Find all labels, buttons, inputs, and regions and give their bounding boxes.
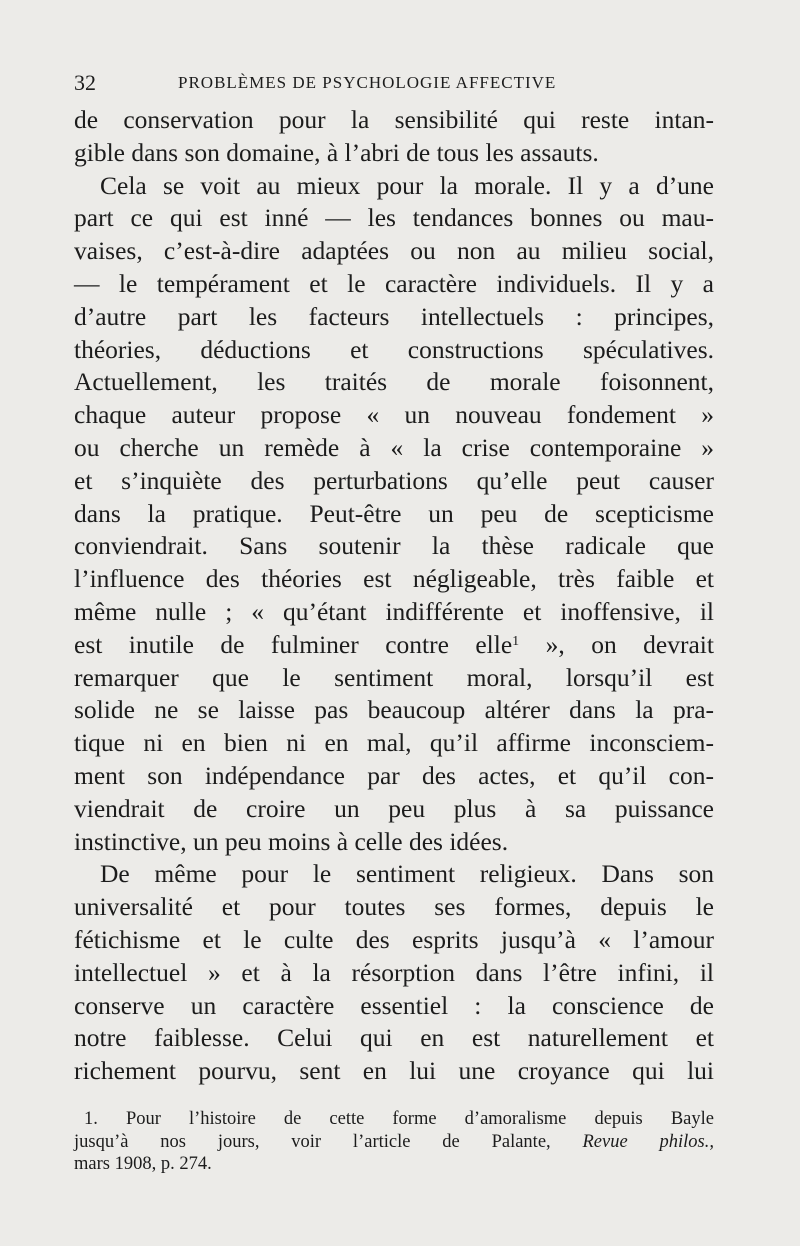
text-line: théories, déductions et constructions spéculatives. [74, 334, 714, 364]
running-title: PROBLÈMES DE PSYCHOLOGIE AFFECTIVE [178, 73, 557, 92]
footnote-reference: 1 [512, 633, 520, 649]
journal-title: Revue philos., [582, 1131, 714, 1152]
text-line: richement pourvu, sent en lui une croyance qui lui [74, 1056, 714, 1086]
text-line: l’influence des théories est négligeable, très faible et [74, 564, 714, 594]
line-end: », on devrait [519, 629, 714, 659]
text-line: dans la pratique. Peut-être un peu de scepticisme [74, 498, 714, 528]
footnote-line: mars 1908, p. 274. [74, 1154, 212, 1174]
text-line: d’autre part les facteurs intellectuels : principes, [74, 301, 714, 331]
footnote-line: 1. Pour l’histoire de cette forme d’amoralisme depuis Bayle [84, 1109, 714, 1129]
text-line: vaises, c’est-à-dire adaptées ou non au milieu social, [74, 236, 714, 266]
text-line: même nulle ; « qu’étant indifférente et inoffensive, il [74, 596, 714, 626]
body-text [74, 104, 714, 1088]
text-line: conviendrait. Sans soutenir la thèse radicale que [74, 531, 714, 561]
text-line: — le tempérament et le caractère individuels. Il y a [74, 268, 714, 298]
text-line: notre faiblesse. Celui qui en est naturellement et [74, 1023, 714, 1053]
footnote-text: jusqu’à nos jours, voir l’article de Palante, [74, 1131, 551, 1152]
text-line: viendrait de croire un peu plus à sa puissance [74, 793, 714, 823]
text-line: fétichisme et le culte des esprits jusqu’à « l’amour [74, 924, 714, 954]
text-line: remarquer que le sentiment moral, lorsqu’il est [74, 662, 714, 692]
text-line: Actuellement, les traités de morale foisonnent, [74, 367, 714, 397]
text-line: solide ne se laisse pas beaucoup altérer dans la pra- [74, 695, 714, 725]
text-line: De même pour le sentiment religieux. Dans son [100, 859, 714, 889]
text-line: tique ni en bien ni en mal, qu’il affirme inconsciem- [74, 728, 714, 758]
footnote-line [74, 1131, 714, 1154]
line-start: est inutile de fulminer contre elle [74, 629, 513, 659]
text-line: instinctive, un peu moins à celle des idées. [74, 826, 509, 856]
text-line: et s’inquiète des perturbations qu’elle peut causer [74, 465, 714, 495]
text-line: conserve un caractère essentiel : la conscience de [74, 990, 714, 1020]
text-line: ou cherche un remède à « la crise contemporaine » [74, 432, 714, 462]
text-line: chaque auteur propose « un nouveau fondement » [74, 400, 714, 430]
text-line: ment son indépendance par des actes, et qu’il con- [74, 760, 714, 790]
footnote-block [74, 1108, 714, 1176]
page-number: 32 [74, 70, 96, 95]
text-line-with-note [74, 629, 714, 662]
text-line: gible dans son domaine, à l’abri de tous les assauts. [74, 137, 599, 167]
text-line: de conservation pour la sensibilité qui reste intan- [74, 105, 714, 134]
text-line: intellectuel » et à la résorption dans l’être infini, il [74, 957, 714, 987]
text-line: Cela se voit au mieux pour la morale. Il y a d’une [100, 170, 714, 200]
text-line: universalité et pour toutes ses formes, depuis le [74, 892, 714, 922]
text-line: part ce qui est inné — les tendances bonnes ou mau- [74, 203, 714, 233]
